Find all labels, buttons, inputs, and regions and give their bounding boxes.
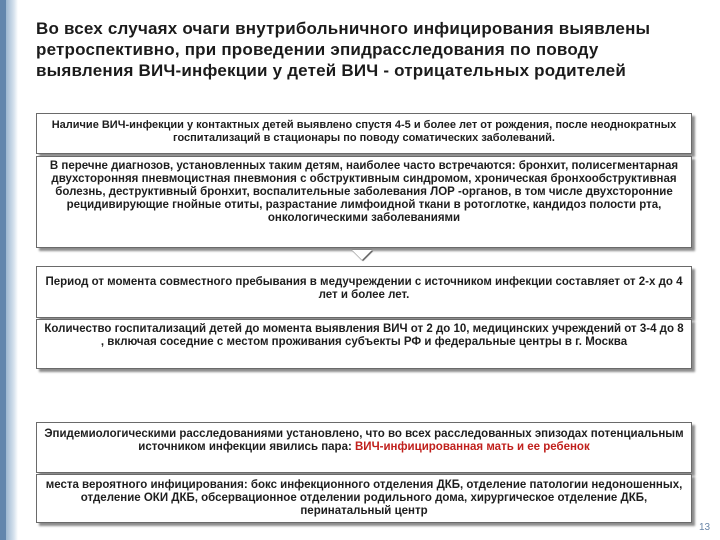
investigation-text bbox=[43, 428, 685, 454]
slide-title: Во всех случаях очаги внутрибольничного инфицирования выявлены ретроспективно, при проведении эпидрасследования по поводу выявления ВИЧ-инфекции у детей ВИЧ - отрицательных родителей bbox=[36, 19, 651, 80]
infection-places-text: места вероятного инфицирования: бокс инфекционного отделения ДКБ, отделение патологии недоношенных, отделение ОКИ ДКБ, обсервационное отделении родильного дома, хирургическое отделение ДКБ, перинатальный центр bbox=[45, 479, 683, 517]
diagnoses-text: В перечне диагнозов, установленных таким детям, наиболее часто встречаются: бронхит, полисегментарная двухсторонняя пневмоцистная пневмония с обструктивным синдромом, хроническая бронхообструктивная болезнь, деструктивный бронхит, воспалительные заболевания ЛОР -органов, в том числе двухсторонние рецидивирующие гнойные отиты, разрастание лимфоидной ткани в ротоглотке, кандидоз полости рта, онкологическими заболеваниями bbox=[49, 160, 679, 224]
hospitalizations-box bbox=[36, 319, 692, 369]
investigation-box bbox=[36, 422, 692, 473]
period-text: Период от момента совместного пребывания в медучреждении с источником инфекции составляет от 2-х до 4 лет и более лет. bbox=[45, 276, 683, 301]
down-arrow-icon bbox=[352, 250, 372, 260]
period-box bbox=[36, 266, 692, 318]
infection-places-box bbox=[36, 474, 692, 523]
contact-children-text: Наличие ВИЧ-инфекции у контактных детей выявлено спустя 4-5 и более лет от рождения, после неоднократных госпитализаций в стационары по поводу соматических заболеваний. bbox=[51, 119, 677, 144]
page-number: 13 bbox=[699, 522, 711, 533]
diagnoses-box bbox=[36, 156, 692, 248]
hospitalizations-text: Количество госпитализаций детей до момента выявления ВИЧ от 2 до 10, медицинских учреждений от 3-4 до 8 , включая соседние с местом проживания субъекты РФ и федеральные центры в г. Москва bbox=[44, 323, 684, 348]
investigation-prefix: Эпидемиологическими расследованиями установлено, что во всех расследованных эпизодах потенциальным источником инфекции явились пара: bbox=[44, 428, 684, 453]
investigation-highlight: ВИЧ-инфицированная мать и ее ребенок bbox=[355, 441, 590, 453]
contact-children-box bbox=[36, 113, 692, 154]
left-accent-stripe bbox=[0, 0, 6, 540]
